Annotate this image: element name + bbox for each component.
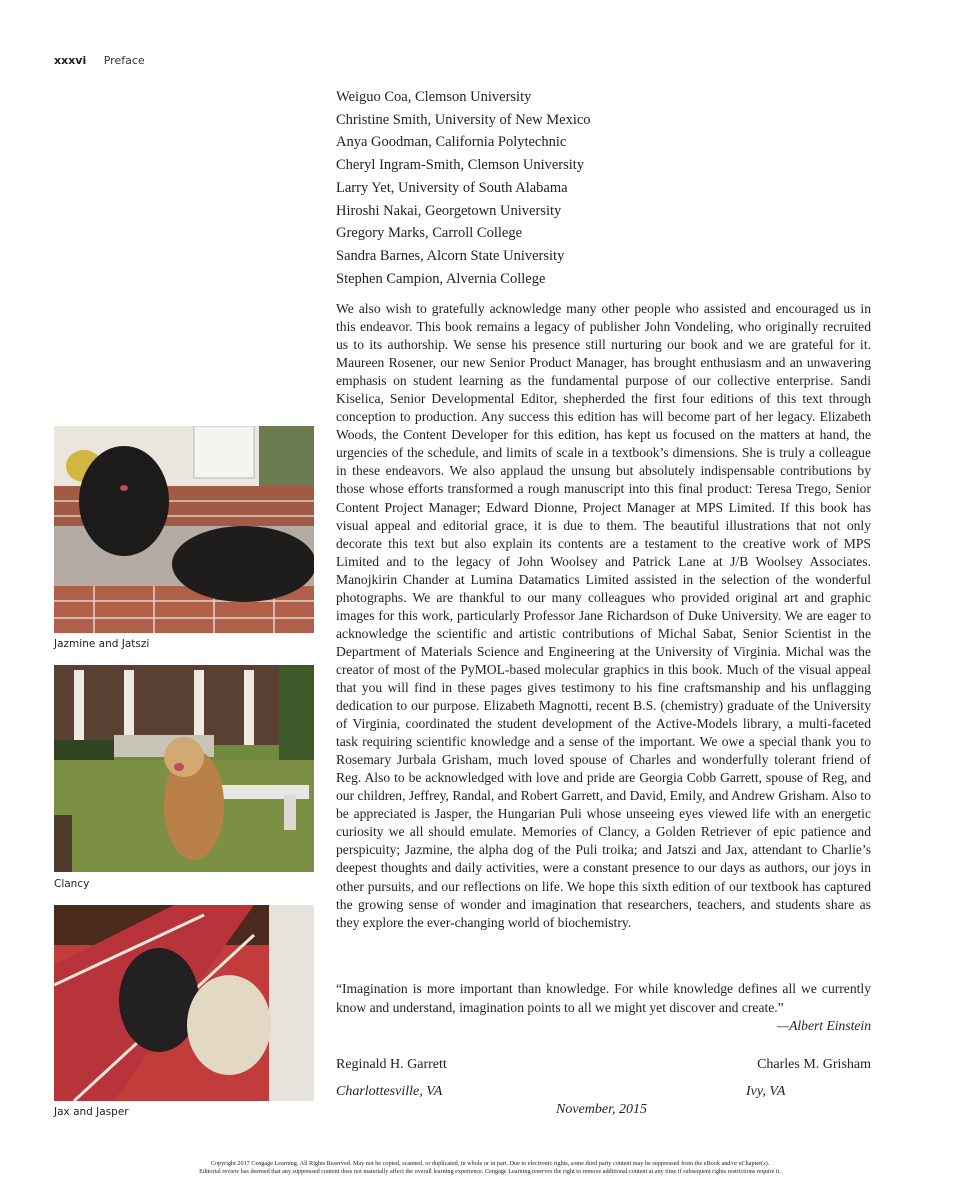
photo-jazmine-and-jatszi xyxy=(54,426,314,633)
reviewer-item: Sandra Barnes, Alcorn State University xyxy=(336,247,565,264)
photo-caption: Jazmine and Jatszi xyxy=(54,638,150,650)
reviewer-item: Christine Smith, University of New Mexico xyxy=(336,111,591,128)
quote-text: “Imagination is more important than knowledge. For while knowledge defines all we currently know and understand, imagination points to all we might yet discover and create.” xyxy=(336,981,871,1015)
reviewer-item: Gregory Marks, Carroll College xyxy=(336,225,523,242)
section-title: Preface xyxy=(103,54,145,67)
author-place-1: Charlottesville, VA xyxy=(336,1084,443,1099)
reviewer-item: Larry Yet, University of South Alabama xyxy=(336,179,568,196)
reviewer-list xyxy=(336,86,591,290)
reviewer-item: Hiroshi Nakai, Georgetown University xyxy=(336,202,562,219)
author-place-2: Ivy, VA xyxy=(746,1084,786,1099)
photo-clancy xyxy=(54,665,314,872)
epigraph xyxy=(336,980,871,1036)
reviewer-item: Weiguo Coa, Clemson University xyxy=(336,89,532,105)
copyright-line: Copyright 2017 Cengage Learning. All Rights Reserved. May not be copied, scanned, or duplicated, in whole or in part. Due to electronic rights, some third party content may be suppressed from the eBook and/or eChapter(s). xyxy=(210,1160,770,1167)
photo-caption: Clancy xyxy=(54,878,90,890)
quote-attribution: —Albert Einstein xyxy=(776,1018,871,1033)
copyright-footer xyxy=(60,1160,920,1176)
reviewer-item: Stephen Campion, Alvernia College xyxy=(336,270,546,287)
copyright-line: Editorial review has deemed that any suppressed content does not materially affect the overall learning experience. Cengage Learning reserves the right to remove additional content at any time if subsequent rights restrictions require it. xyxy=(199,1168,781,1175)
signature-date: November, 2015 xyxy=(556,1102,647,1117)
acknowledgment-text xyxy=(336,300,871,932)
photo-caption: Jax and Jasper xyxy=(54,1106,129,1118)
author-name-2: Charles M. Grisham xyxy=(757,1057,871,1072)
reviewer-item: Anya Goodman, California Polytechnic xyxy=(336,134,567,151)
acknowledgment-paragraph: We also wish to gratefully acknowledge many other people who assisted and encouraged us in this endeavor. This book remains a legacy of publisher John Vondeling, who originally recruited us to its authorship. We sense his presence still nurturing our book and we are grateful for it. Maureen Rosener, our new Senior Product Manager, has brought enthusiasm and an unwavering emphasis on student learning as the fundamental purpose of our collective enterprise. Sandi Kiselica, Senior Developmental Editor, shepherded the first four editions of this text through conception to production. Any success this edition has will become part of her legacy. Elizabeth Woods, the Content Developer for this edition, has kept us focused on the matters at hand, the urgencies of the schedule, and limits of scale in a textbook’s dimensions. She is truly a colleague in these endeavors. We also applaud the unsung but absolutely indispensable contributions by those whose efforts transformed a rough manuscript into this final product: Teresa Trego, Senior Content Project Manager; Edward Dionne, Project Manager at MPS Limited. If this book has visual appeal and editorial grace, it is due to them. The beautiful illustrations that not only decorate this text but also explain its contents are a testament to the creative work of MPS Limited and to the legacy of John Woolsey and Patrick Lane at J/B Woolsey Associates. Manojkirin Chander at Lumina Datamatics Limited assisted in the selection of the wonderful photographs. We are thankful to our many colleagues who provided original art and graphic images for this work, particularly Professor Jane Richardson of Duke University. We are eager to acknowledge the scientific and artistic contributions of Michal Sabat, Senior Scientist in the Department of Materials Science and Engineering at the University of Virginia. Michal was the creator of most of the PyMOL-based molecular graphics in this book. Much of the visual appeal that you will find in these pages gives testimony to his fine craftsmanship and his unflagging dedication to our purpose. Elizabeth Magnotti, recent B.S. (chemistry) graduate of the University of Virginia, coordinated the student development of the Active-Models library, a multi-faceted task requiring scientific knowledge and a sense of the important. We owe a special thank you to Rosemary Jurbala Grisham, much loved spouse of Charles and wonderfully tolerant friend of Reg. Also to be acknowledged with love and pride are Georgia Cobb Garrett, spouse of Reg, and our children, Jeffrey, Randal, and Robert Garrett, and David, Emily, and Andrew Grisham. Also to be appreciated is Jasper, the Hungarian Puli whose unseeing eyes viewed life with an energetic curiosity we all should emulate. Memories of Clancy, a Golden Retriever of epic patience and perspicuity; Jazmine, the alpha dog of the Puli troika; and Jatszi and Jax, attendant to Charlie’s deepest thoughts and daily activities, were a constant presence to our days as authors, our joys in other pursuits, and our reflections on life. We hope this sixth edition of our textbook has captured the growing sense of wonder and imagination that researchers, teachers, and students share as they explore the ever-changing world of biochemistry. xyxy=(336,301,871,930)
running-head xyxy=(54,54,145,67)
page-number: xxxvi xyxy=(54,54,87,67)
author-name-1: Reginald H. Garrett xyxy=(336,1057,447,1072)
reviewer-item: Cheryl Ingram-Smith, Clemson University xyxy=(336,157,585,174)
photo-jax-and-jasper xyxy=(54,905,314,1101)
